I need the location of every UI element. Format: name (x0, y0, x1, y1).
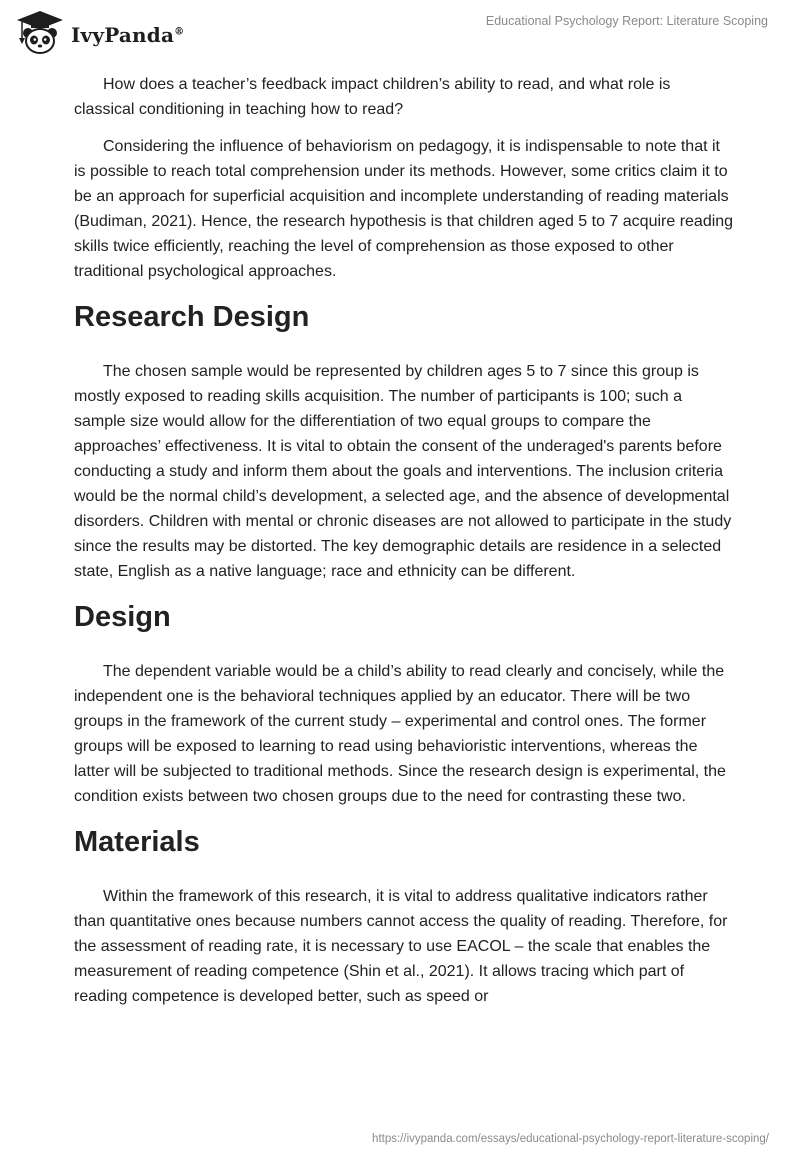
article-body (74, 72, 734, 1021)
paragraph-materials: Within the framework of this research, it is vital to address qualitative indicators rather than quantitative ones because numbers cannot access the quality of reading. Therefore, for the assessment of reading rate, it is necessary to use EACOL – the scale that enables the measurement of reading competence (Shin et al., 2021). It allows tracing which part of reading competence is developed better, such as speed or (74, 888, 728, 1005)
paragraph-sample: The chosen sample would be represented by children ages 5 to 7 since this group is mostly exposed to reading skills acquisition. The number of participants is 100; such a sample size would allow for the differentiation of two equal groups to compare the approaches’ effectiveness. It is vital to obtain the consent of the underaged's parents before conducting a study and inform them about the goals and interventions. The inclusion criteria would be the normal child’s development, a selected age, and the absence of developmental disorders. Children with mental or chronic diseases are not allowed to participate in the study since the results may be distorted. The key demographic details are residence in a selected state, English as a native language; race and ethnicity can be different. (74, 363, 732, 580)
heading-research-design: Research Design (74, 301, 310, 333)
heading-materials: Materials (74, 826, 200, 858)
page-header (0, 0, 800, 60)
brand-name: IvyPanda® (71, 23, 185, 47)
panda-graduate-icon (15, 10, 65, 56)
paragraph-research-question: How does a teacher’s feedback impact children’s ability to read, and what role is classical conditioning in teaching how to read? (74, 76, 671, 118)
ivypanda-logo[interactable] (15, 10, 184, 56)
document-title: Educational Psychology Report: Literature Scoping (485, 14, 768, 28)
paragraph-variables: The dependent variable would be a child’s ability to read clearly and concisely, while the independent one is the behavioral techniques applied by an educator. There will be two groups in the framework of the current study – experimental and control ones. The former groups will be exposed to learning to read using behavioristic interventions, whereas the latter will be subjected to traditional methods. Since the research design is experimental, the condition exists between two chosen groups due to the need for contrasting these two. (74, 663, 726, 805)
heading-design: Design (74, 601, 171, 633)
source-url[interactable]: https://ivypanda.com/essays/educational-psychology-report-literature-scoping/ (372, 1133, 769, 1145)
paragraph-hypothesis: Considering the influence of behaviorism on pedagogy, it is indispensable to note that it is possible to reach total comprehension under its methods. However, some critics claim it to be an approach for superficial acquisition and incomplete understanding of reading materials (Budiman, 2021). Hence, the research hypothesis is that children aged 5 to 7 acquire reading skills twice efficiently, reaching the level of comprehension as those exposed to other traditional psychological approaches. (74, 138, 734, 280)
